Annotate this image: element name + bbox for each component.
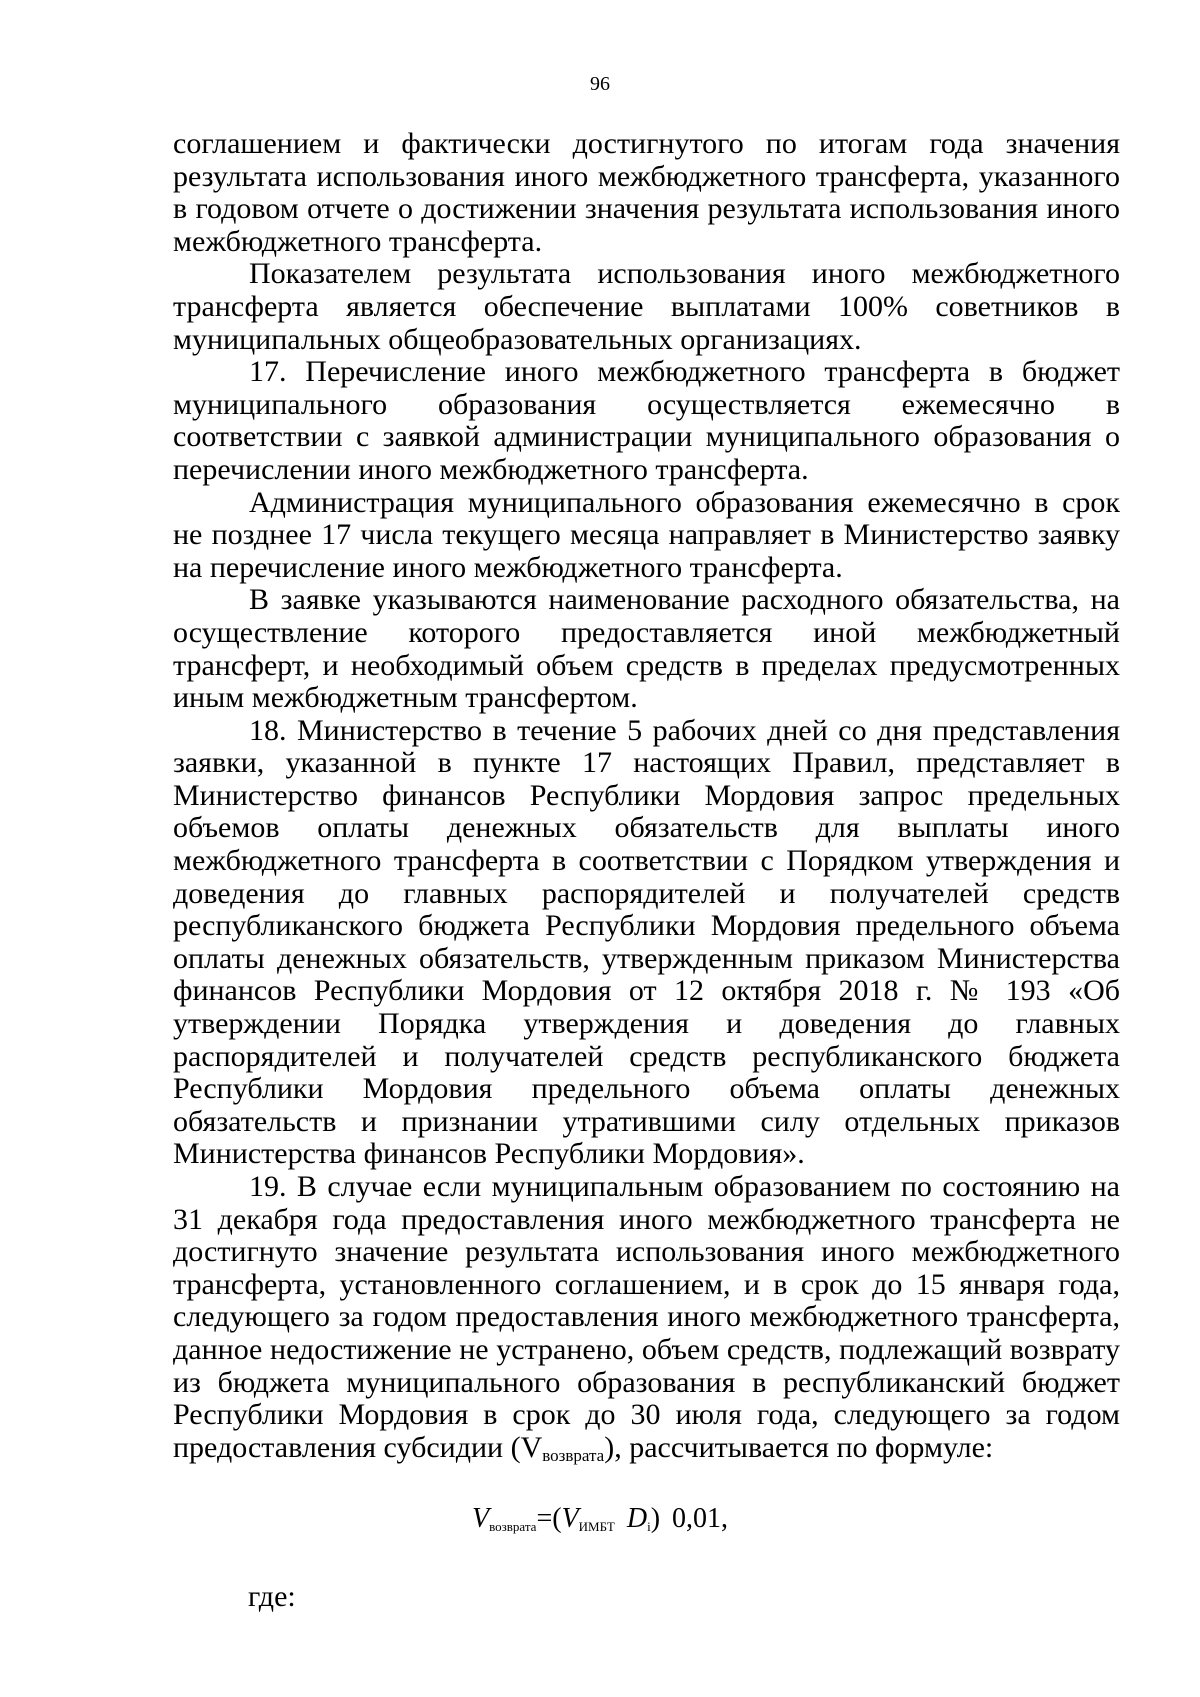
formula-d-subscript: i [647, 1519, 651, 1534]
formula [0, 1502, 1200, 1544]
formula-coefficient: 0,01, [672, 1503, 729, 1534]
paragraph-5: В заявке указываются наименование расходного обязательства, на осуществление которого предоставляется иной межбюджетный трансферт, и необходимый объем средств в пределах предусмотренных иным межбюджетным трансфертом. [173, 583, 1120, 715]
formula-v2: V [561, 1503, 579, 1534]
document-body [173, 128, 1120, 1472]
paragraph-7-text: 19. В случае если муниципальным образованием по состоянию на 31 декабря года предоставления иного межбюджетного трансферта не достигнуто значение результата использования иного межбюджетного трансферта, установленного соглашением, и в срок до 15 января года, следующего за годом предоставления иного межбюджетного трансферта, данное недостижение не устранено, объем средств, подлежащий возврату из бюджета муниципального образования в республиканский бюджет Республики Мордовия в срок до 30 июля года, следующего за годом предоставления субсидии (V [173, 1170, 1120, 1464]
paragraph-7 [173, 1171, 1120, 1472]
formula-v-subscript: возврата [489, 1519, 537, 1534]
paragraph-7-subscript: возврата [542, 1445, 605, 1465]
paragraph-3: 17. Перечисление иного межбюджетного трансферта в бюджет муниципального образования осуществляется ежемесячно в соответствии с заявкой администрации муниципального образования о перечислении иного межбюджетного трансферта. [173, 355, 1120, 486]
paragraph-1: соглашением и фактически достигнутого по итогам года значения результата использования иного межбюджетного трансферта, указанного в годовом отчете о достижении значения результата использования иного межбюджетного трансферта. [173, 127, 1120, 258]
where-label: где: [248, 1580, 296, 1613]
formula-v2-subscript: ИМБТ [578, 1519, 615, 1534]
paragraph-6: 18. Министерство в течение 5 рабочих дней со дня представления заявки, указанной в пункте 17 настоящих Правил, представляет в Министерство финансов Республики Мордовия запрос предельных объемов оплаты денежных обязательств для выплаты иного межбюджетного трансферта в соответствии с Порядком утверждения и доведения до главных распорядителей и получателей средств республиканского бюджета Республики Мордовия предельного объема оплаты денежных обязательств, утвержденным приказом Министерства финансов Республики Мордовия от 12 октября 2018 г. № 193 «Об утверждении Порядка утверждения и доведения до главных распорядителей и получателей средств республиканского бюджета Республики Мордовия предельного объема оплаты денежных обязательств и признании утратившими силу отдельных приказов Министерства финансов Республики Мордовия». [173, 713, 1120, 1171]
paragraph-2: Показателем результата использования иного межбюджетного трансферта является обеспечение выплатами 100% советников в муниципальных общеобразовательных организациях. [173, 257, 1120, 356]
paragraph-7-tail: ), рассчитывается по формуле: [604, 1430, 994, 1464]
formula-v: V [471, 1503, 490, 1534]
page-number: 96 [590, 73, 610, 95]
formula-d: D [626, 1503, 648, 1534]
paragraph-4: Администрация муниципального образования ежемесячно в срок не позднее 17 числа текущего месяца направляет в Министерство заявку на перечисление иного межбюджетного трансферта. [173, 485, 1120, 584]
formula-close: ) [650, 1503, 661, 1534]
formula-eq-open: =( [536, 1503, 562, 1534]
